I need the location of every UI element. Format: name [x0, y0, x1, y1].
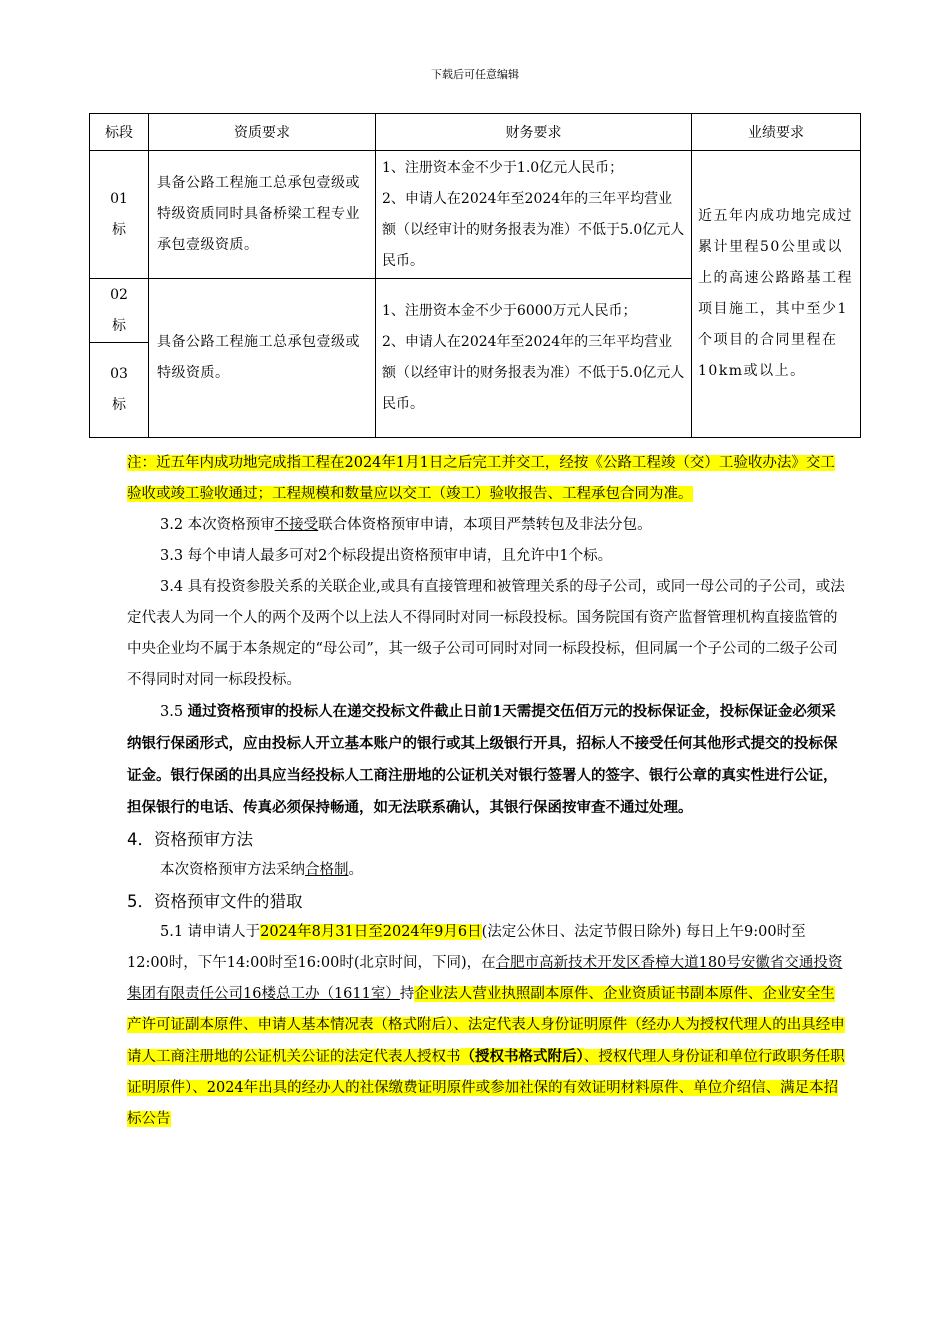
- paragraph-3-2: 3.2 本次资格预审不接受联合体资格预审申请，本项目严禁转包及非法分包。: [160, 517, 652, 533]
- paragraph-5-1: 5.1 请申请人于2024年8月31日至2024年9月6日(法定公休日、法定节假日除外) 每日上午9:00时至12:00时，下午14:00时至16:00时(北京时间，下同)，在合肥市高新技术开发区香樟大道180号安徽省交通投资集团有限责任公司16楼总工办（1611室）持企业法人营业执照副本原件、企业资质证书副本原件、企业安全生产许可证副本原件、申请人基本情况表（格式附后）、法定代表人身份证明原件（经办人为授权代理人的出具经申请人工商注册地的公证机关公证的法定代表人授权书（授权书格式附后）、授权代理人身份证和单位行政职务任职证明原件）、2024年出具的经办人的社保缴费证明原件或参加社保的有效证明材料原件、单位介绍信、满足本招标公告: [127, 924, 845, 1127]
- table-row: [90, 151, 861, 279]
- requirements-table: [89, 113, 861, 438]
- header-segment: 标段: [90, 114, 149, 151]
- table-header-row: [90, 114, 861, 151]
- performance-all: 近五年内成功地完成过累计里程50公里或以上的高速公路路基工程项目施工，其中至少1个项目的合同里程在10km或以上。: [692, 151, 861, 438]
- finance-02-03: 1、注册资本金不少于6000万元人民币； 2、申请人在2024年至2024年的三年平均营业额（以经审计的财务报表为准）不低于5.0亿元人民币。: [376, 279, 692, 438]
- qualification-02-03: 具备公路工程施工总承包壹级或特级资质。: [149, 279, 376, 438]
- segment-01: 01 标: [90, 151, 149, 279]
- segment-02: 02 标: [90, 279, 149, 343]
- paragraph-4: 本次资格预审方法采纳合格制。: [160, 862, 363, 878]
- paragraph-3-3: 3.3 每个申请人最多可对2个标段提出资格预审申请，且允许中1个标。: [160, 548, 613, 564]
- body-text: [127, 448, 847, 1135]
- header-performance: 业绩要求: [692, 114, 861, 151]
- section-4-heading: 4．资格预审方法: [127, 830, 253, 849]
- page-header: 下载后可任意编辑: [431, 68, 519, 81]
- segment-03: 03 标: [90, 343, 149, 438]
- paragraph-3-5: 3.5 通过资格预审的投标人在递交投标文件截止日前1天需提交伍佰万元的投标保证金，投标保证金必须采纳银行保函形式，应由投标人开立基本账户的银行或其上级银行开具，招标人不接受任何其他形式提交的投标保证金。银行保函的出具应当经投标人工商注册地的公证机关对银行签署人的签字、银行公章的真实性进行公证，担保银行的电话、传真必须保持畅通，如无法联系确认，其银行保函按审查不通过处理。: [127, 703, 838, 816]
- paragraph-3-4: 3.4 具有投资参股关系的关联企业,或具有直接管理和被管理关系的母子公司，或同一母公司的子公司，或法定代表人为同一个人的两个及两个以上法人不得同时对同一标段投标。国务院国有资产监督管理机构直接监管的中央企业均不属于本条规定的“母公司”，其一级子公司可同时对同一标段投标，但同属一个子公司的二级子公司不得同时对同一标段投标。: [127, 579, 845, 688]
- qualification-01: 具备公路工程施工总承包壹级或特级资质同时具备桥梁工程专业承包壹级资质。: [149, 151, 376, 279]
- note-paragraph: 注：近五年内成功地完成指工程在2024年1月1日之后完工并交工，经按《公路工程竣（交）工验收办法》交工验收或竣工验收通过；工程规模和数量应以交工（竣工）验收报告、工程承包合同为准。: [127, 455, 835, 502]
- header-finance: 财务要求: [376, 114, 692, 151]
- section-5-heading: 5．资格预审文件的猎取: [127, 892, 303, 911]
- header-qualification: 资质要求: [149, 114, 376, 151]
- finance-01: 1、注册资本金不少于1.0亿元人民币； 2、申请人在2024年至2024年的三年平均营业额（以经审计的财务报表为准）不低于5.0亿元人民币。: [376, 151, 692, 279]
